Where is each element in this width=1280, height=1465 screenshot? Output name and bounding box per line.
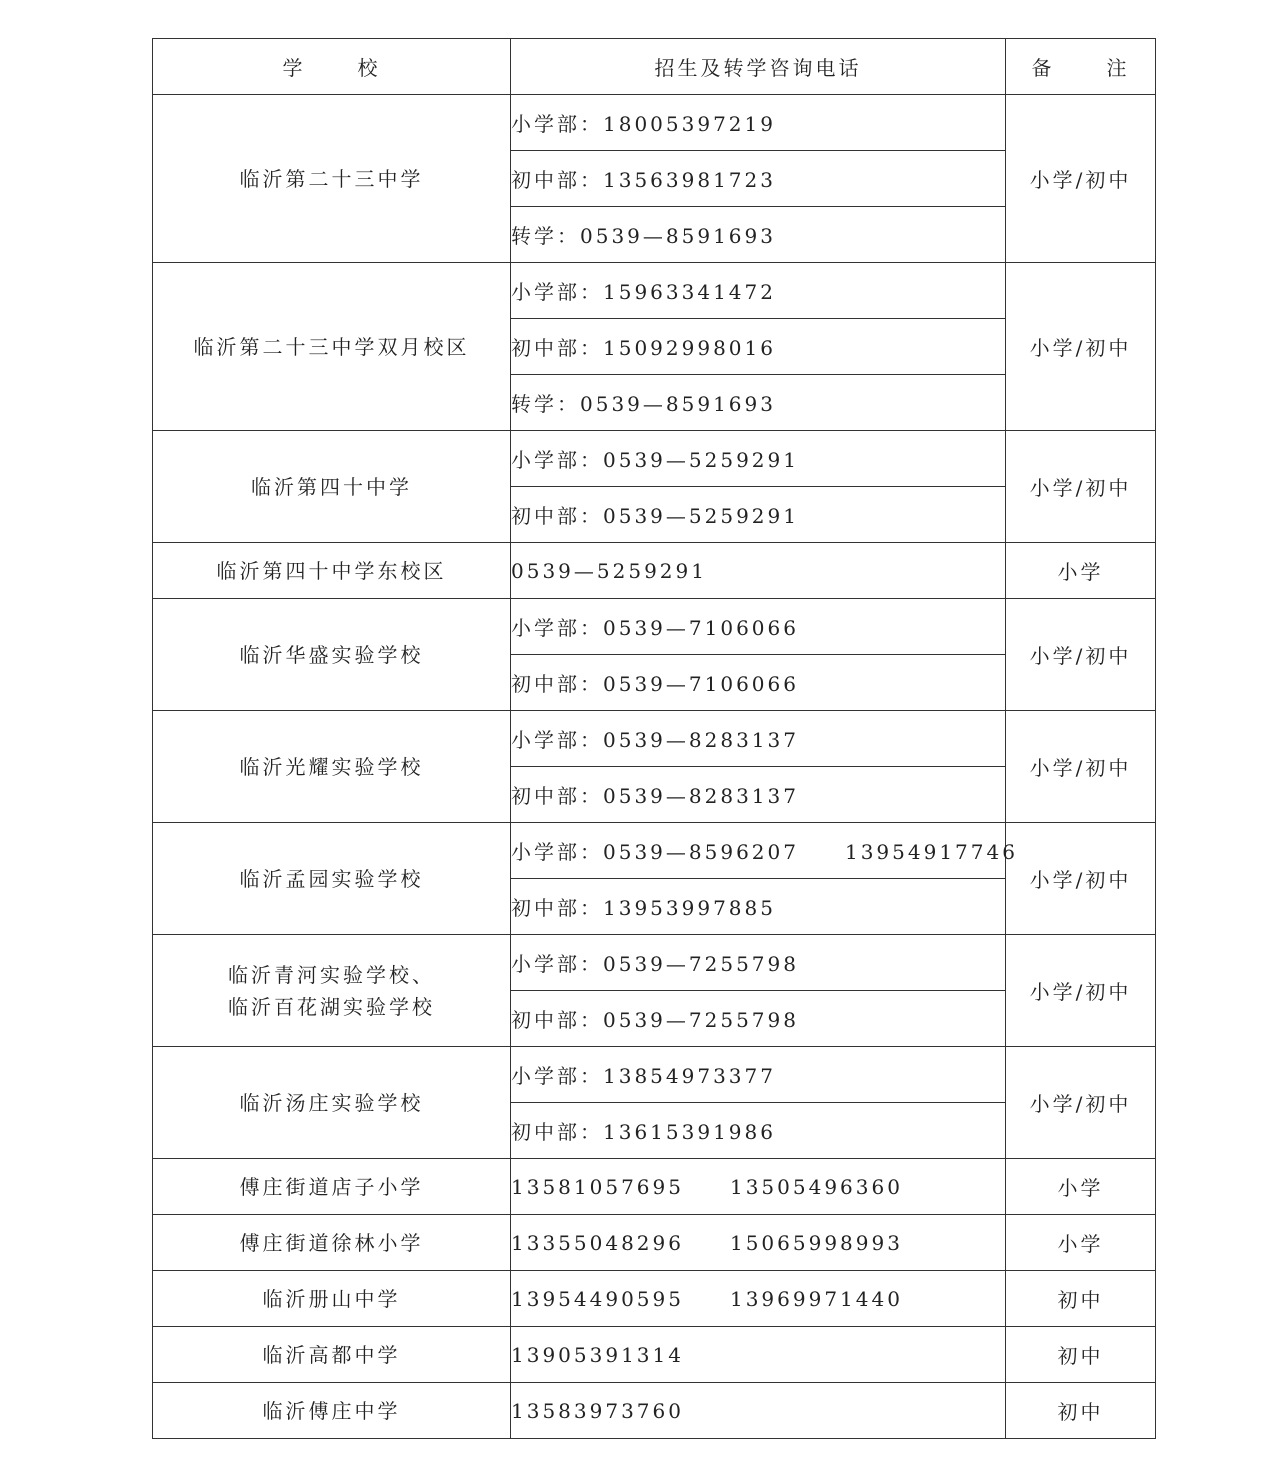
school-name: 傅庄街道徐林小学 [239, 1230, 424, 1255]
header-note [1006, 39, 1156, 95]
phone-cell [511, 319, 1006, 375]
table-row [153, 1215, 1156, 1271]
phone-label: 转学： [511, 392, 580, 416]
phone-label: 小学部： [511, 280, 603, 304]
header-school-char-2: 校 [357, 56, 381, 80]
school-name: 临沂高都中学 [262, 1342, 401, 1367]
school-name-cell [153, 1047, 511, 1159]
phone-number: 0539—8591693 [580, 392, 776, 416]
phone-label: 初中部： [511, 504, 603, 528]
phone-number: 0539—7255798 [603, 952, 799, 976]
phone-cell [511, 1047, 1006, 1103]
phone-cell [511, 95, 1006, 151]
school-name: 临沂册山中学 [262, 1286, 401, 1311]
phone-number: 13355048296 [511, 1230, 684, 1255]
phone-number: 0539—7106066 [603, 616, 799, 640]
phone-number: 18005397219 [603, 112, 776, 136]
header-school-char-1: 学 [282, 56, 306, 80]
phone-number: 0539—7106066 [603, 672, 799, 696]
note-cell [1006, 1215, 1156, 1271]
phone-cell [511, 767, 1006, 823]
phone-number: 13583973760 [511, 1398, 684, 1423]
school-name-cell [153, 1159, 511, 1215]
phone-cell [511, 1271, 1006, 1327]
table-row [153, 599, 1156, 655]
note-cell [1006, 95, 1156, 263]
school-name: 临沂华盛实验学校 [239, 642, 424, 667]
phone-cell [511, 1103, 1006, 1159]
phone-number: 15963341472 [603, 280, 776, 304]
phone-number: 13905391314 [511, 1342, 684, 1367]
phone-cell [511, 1215, 1006, 1271]
phone-label: 初中部： [511, 336, 603, 360]
table-row [153, 1159, 1156, 1215]
school-name-cell [153, 1215, 511, 1271]
school-name-cell [153, 543, 511, 599]
phone-label: 初中部： [511, 1120, 603, 1144]
phone-cell [511, 487, 1006, 543]
phone-cell [511, 375, 1006, 431]
phone-number: 13563981723 [603, 168, 776, 192]
table-row [153, 431, 1156, 487]
phone-number: 13581057695 [511, 1174, 684, 1199]
school-name: 临沂第二十三中学 [239, 166, 424, 191]
phone-number: 13954917746 [844, 840, 1018, 864]
school-name-cell [153, 1327, 511, 1383]
phone-number: 15065998993 [729, 1230, 903, 1255]
phone-number: 0539—5259291 [603, 504, 799, 528]
phone-number: 13969971440 [729, 1286, 903, 1311]
school-name: 临沂汤庄实验学校 [239, 1090, 424, 1115]
school-name: 傅庄街道店子小学 [239, 1174, 424, 1199]
phone-cell [511, 263, 1006, 319]
school-name-cell [153, 431, 511, 543]
school-name-cell [153, 1271, 511, 1327]
school-name-cell [153, 711, 511, 823]
phone-number: 15092998016 [603, 336, 776, 360]
phone-label: 小学部： [511, 448, 603, 472]
note-text: 小学 [1057, 1176, 1104, 1200]
note-cell [1006, 1159, 1156, 1215]
phone-cell [511, 543, 1006, 599]
note-text: 小学/初中 [1029, 868, 1132, 892]
note-text: 初中 [1057, 1400, 1104, 1424]
table-row [153, 823, 1156, 879]
phone-number: 13953997885 [603, 896, 776, 920]
note-cell [1006, 935, 1156, 1047]
phone-number: 0539—7255798 [603, 1008, 799, 1032]
phone-cell [511, 599, 1006, 655]
school-name: 临沂第二十三中学双月校区 [193, 334, 470, 359]
table-row [153, 1271, 1156, 1327]
note-text: 小学/初中 [1029, 336, 1132, 360]
school-name: 临沂第四十中学东校区 [216, 558, 447, 583]
phone-cell [511, 1383, 1006, 1439]
header-note-char-2: 注 [1106, 56, 1130, 80]
phone-label: 小学部： [511, 952, 603, 976]
phone-label: 小学部： [511, 616, 603, 640]
school-name: 临沂傅庄中学 [262, 1398, 401, 1423]
note-text: 初中 [1057, 1288, 1104, 1312]
table-row [153, 711, 1156, 767]
phone-number: 13505496360 [729, 1174, 903, 1199]
note-text: 小学/初中 [1029, 644, 1132, 668]
note-text: 小学/初中 [1029, 1092, 1132, 1116]
school-name-cell [153, 823, 511, 935]
note-cell [1006, 823, 1156, 935]
note-cell [1006, 263, 1156, 431]
school-name: 临沂光耀实验学校 [239, 754, 424, 779]
phone-number: 0539—5259291 [603, 448, 799, 472]
phone-label: 转学： [511, 224, 580, 248]
phone-cell [511, 935, 1006, 991]
phone-label: 小学部： [511, 728, 603, 752]
phone-number: 0539—8283137 [603, 728, 799, 752]
phone-cell [511, 711, 1006, 767]
note-cell [1006, 711, 1156, 823]
phone-cell [511, 1159, 1006, 1215]
school-name: 临沂第四十中学 [251, 474, 412, 499]
phone-label: 初中部： [511, 896, 603, 920]
note-cell [1006, 1271, 1156, 1327]
table-body [153, 95, 1156, 1439]
phone-label: 初中部： [511, 1008, 603, 1032]
table-row [153, 543, 1156, 599]
table-row [153, 1327, 1156, 1383]
note-text: 初中 [1057, 1344, 1104, 1368]
note-text: 小学/初中 [1029, 756, 1132, 780]
note-text: 小学/初中 [1029, 168, 1132, 192]
note-text: 小学 [1057, 560, 1104, 584]
school-name-cell [153, 599, 511, 711]
table-header-row [153, 39, 1156, 95]
phone-cell [511, 879, 1006, 935]
phone-cell [511, 991, 1006, 1047]
phone-label: 小学部： [511, 1064, 603, 1088]
phone-label: 初中部： [511, 168, 603, 192]
table-row [153, 95, 1156, 151]
phone-label: 小学部： [511, 112, 603, 136]
phone-number: 0539—8591693 [580, 224, 776, 248]
note-text: 小学/初中 [1029, 980, 1132, 1004]
note-cell [1006, 1383, 1156, 1439]
phone-number: 0539—8596207 [603, 840, 799, 864]
phone-number: 13954490595 [511, 1286, 684, 1311]
phone-label: 初中部： [511, 672, 603, 696]
note-text: 小学 [1057, 1232, 1104, 1256]
header-phone [511, 39, 1006, 95]
school-name-cell [153, 95, 511, 263]
phone-cell [511, 151, 1006, 207]
note-cell [1006, 431, 1156, 543]
note-text: 小学/初中 [1029, 476, 1132, 500]
phone-number: 13854973377 [603, 1064, 776, 1088]
table-row [153, 1047, 1156, 1103]
table-row [153, 263, 1156, 319]
note-cell [1006, 543, 1156, 599]
phone-cell [511, 823, 1018, 879]
note-cell [1006, 1327, 1156, 1383]
phone-cell [511, 655, 1006, 711]
header-phone-label: 招生及转学咨询电话 [654, 56, 862, 80]
school-contact-table [152, 38, 1156, 1439]
phone-label: 小学部： [511, 840, 603, 864]
school-name-cell [153, 1383, 511, 1439]
phone-number: 0539—8283137 [603, 784, 799, 808]
note-cell [1006, 1047, 1156, 1159]
header-school [153, 39, 511, 95]
table-row [153, 935, 1156, 991]
header-note-char-1: 备 [1031, 56, 1055, 80]
phone-cell [511, 207, 1006, 263]
phone-label: 初中部： [511, 784, 603, 808]
note-cell [1006, 599, 1156, 711]
school-name-cell [153, 935, 511, 1047]
phone-number: 13615391986 [603, 1120, 776, 1144]
phone-cell [511, 1327, 1006, 1383]
school-name-cell [153, 263, 511, 431]
school-name: 临沂青河实验学校、 临沂百花湖实验学校 [228, 962, 435, 1019]
school-name: 临沂孟园实验学校 [239, 866, 424, 891]
phone-cell [511, 431, 1006, 487]
phone-number: 0539—5259291 [511, 558, 707, 583]
table-row [153, 1383, 1156, 1439]
